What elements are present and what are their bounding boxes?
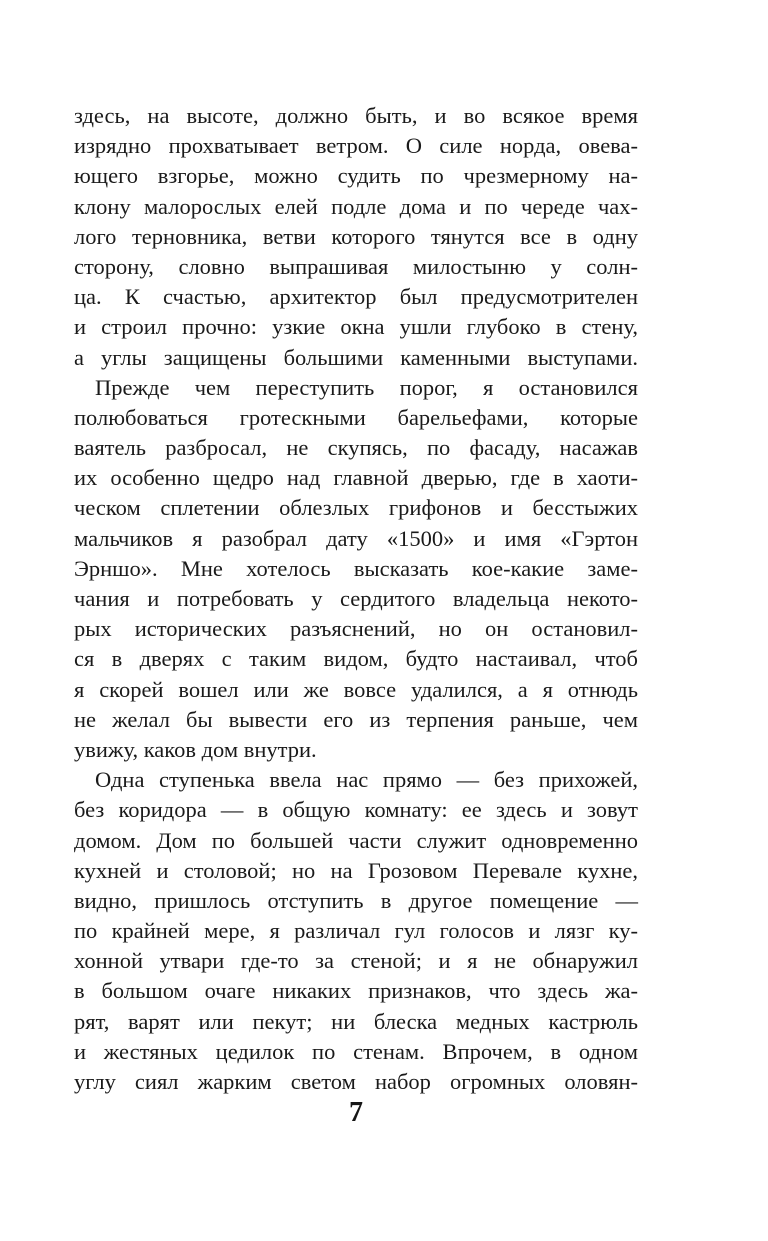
text-line: я скорей вошел или же вовсе удалился, а я отнюдь [74, 676, 638, 702]
text-line: и строил прочно: узкие окна ушли глубоко в стену, [74, 314, 638, 340]
text-line: ся в дверях с таким видом, будто настаивал, чтоб [74, 646, 638, 672]
page-text [74, 101, 638, 1097]
text-line: Одна ступенька ввела нас прямо — без прихожей, [95, 767, 638, 793]
text-line: ческом сплетении облезлых грифонов и бесстыжих [74, 495, 638, 521]
text-line: ца. К счастью, архитектор был предусмотрителен [74, 284, 638, 310]
text-line: не желал бы вывести его из терпения раньше, чем [74, 706, 638, 732]
text-line: и жестяных цедилок по стенам. Впрочем, в одном [74, 1038, 638, 1064]
text-line: в большом очаге никаких признаков, что здесь жа- [74, 978, 638, 1004]
text-line: кухней и столовой; но на Грозовом Перевале кухне, [74, 857, 638, 883]
text-line: Прежде чем переступить порог, я остановился [95, 374, 638, 400]
text-line: рят, варят или пекут; ни блеска медных кастрюль [74, 1008, 638, 1034]
text-line: а углы защищены большими каменными выступами. [74, 344, 638, 370]
text-line: ющего взгорье, можно судить по чрезмерному на- [74, 163, 638, 189]
text-line: ваятель разбросал, не скупясь, по фасаду, насажав [74, 435, 638, 461]
text-line: изрядно прохватывает ветром. О силе норда, овева- [74, 133, 638, 159]
text-line: клону малорослых елей подле дома и по череде чах- [74, 193, 638, 219]
page-number: 7 [349, 1097, 363, 1128]
text-line: без коридора — в общую комнату: ее здесь и зовут [74, 797, 638, 823]
text-line: полюбоваться гротескными барельефами, которые [74, 404, 638, 430]
text-line: их особенно щедро над главной дверью, где в хаоти- [74, 465, 638, 491]
text-line: хонной утвари где-то за стеной; и я не обнаружил [74, 948, 638, 974]
text-line: увижу, каков дом внутри. [74, 736, 317, 762]
text-line: видно, пришлось отступить в другое помещение — [74, 887, 638, 913]
text-line: здесь, на высоте, должно быть, и во всякое время [74, 103, 638, 128]
text-line: Эрншо». Мне хотелось высказать кое-какие заме- [74, 555, 638, 581]
text-line: сторону, словно выпрашивая милостыню у солн- [74, 253, 638, 279]
text-line: мальчиков я разобрал дату «1500» и имя «Гэртон [74, 525, 638, 551]
text-line: чания и потребовать у сердитого владельца некото- [74, 586, 638, 611]
text-line: домом. Дом по большей части служит одновременно [74, 827, 638, 853]
text-line: углу сиял жарким светом набор огромных оловян- [74, 1069, 638, 1094]
text-line: рых исторических разъяснений, но он остановил- [74, 616, 638, 642]
text-line: лого терновника, ветви которого тянутся все в одну [74, 223, 638, 249]
text-line: по крайней мере, я различал гул голосов и лязг ку- [74, 918, 638, 944]
